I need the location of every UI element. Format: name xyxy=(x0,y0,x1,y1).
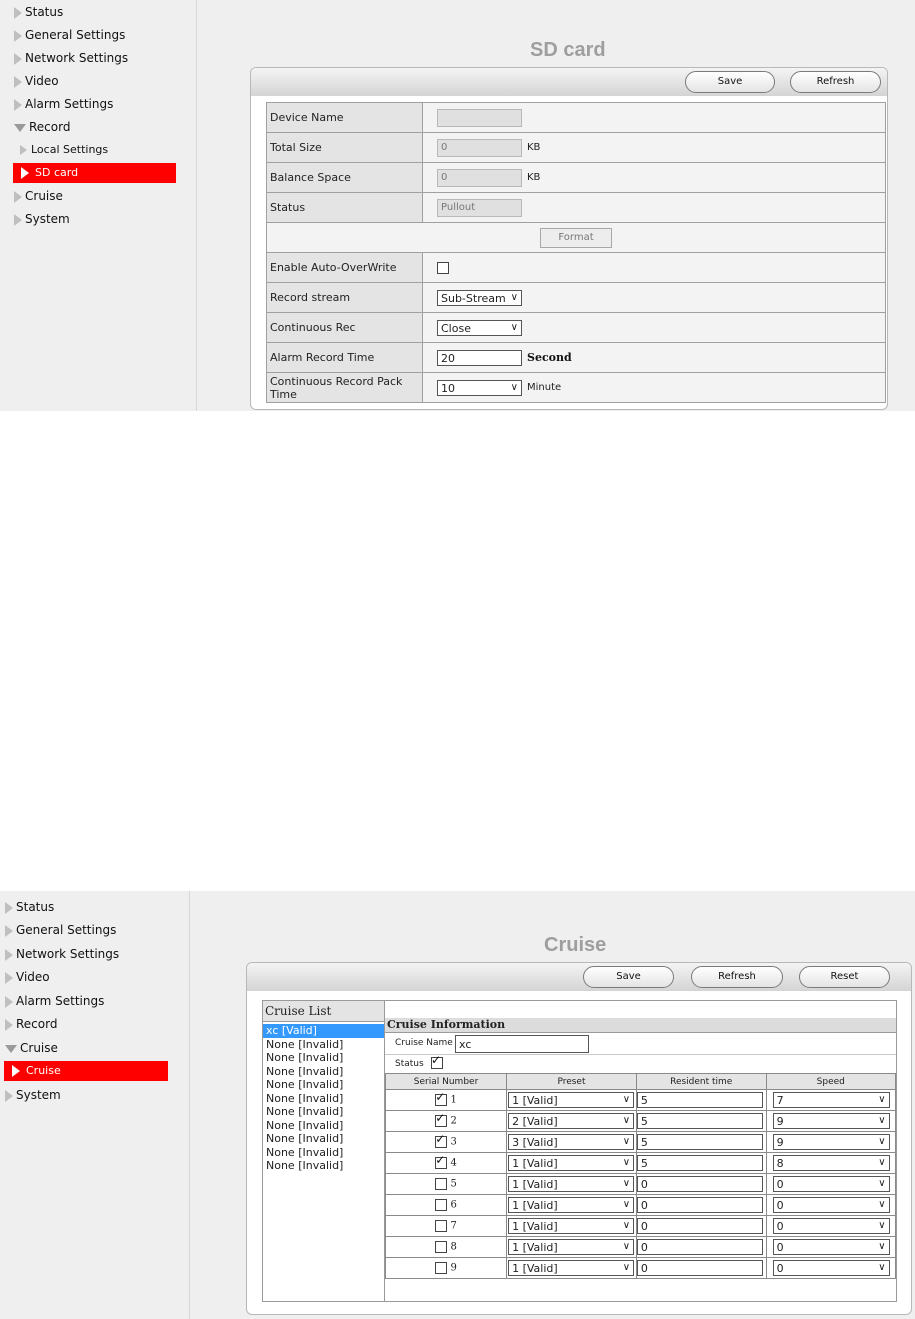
cruise-name-input[interactable]: xc xyxy=(455,1035,589,1053)
form-row-alarm-record-time xyxy=(267,343,886,373)
sidebar-item-video[interactable] xyxy=(5,967,50,987)
resident-cell xyxy=(636,1153,766,1174)
status-checkbox[interactable] xyxy=(431,1057,443,1069)
record-stream-select[interactable]: Sub-Stream ∨ xyxy=(437,290,522,306)
balance-space-field: 0 xyxy=(437,169,522,187)
chevron-down-icon: ∨ xyxy=(622,1220,631,1231)
table-row xyxy=(386,1237,896,1258)
total-size-label: Total Size xyxy=(267,133,423,163)
auto-overwrite-label: Enable Auto-OverWrite xyxy=(267,253,423,283)
sidebar-item-system[interactable] xyxy=(5,1085,61,1105)
list-item[interactable]: xc [Valid] xyxy=(263,1024,384,1038)
triangle-down-icon xyxy=(5,1045,17,1053)
speed-select[interactable]: 0 ∨ xyxy=(773,1197,890,1213)
form-row-record-stream xyxy=(267,283,886,313)
record-stream-label: Record stream xyxy=(267,283,423,313)
cruise-information xyxy=(384,1000,897,1302)
preset-cell xyxy=(507,1132,637,1153)
list-item[interactable]: None [Invalid] xyxy=(266,1132,344,1145)
serial-checkbox[interactable] xyxy=(435,1220,447,1232)
table-row xyxy=(386,1216,896,1237)
sidebar-nav xyxy=(0,0,197,411)
triangle-right-icon xyxy=(5,996,13,1008)
preset-select[interactable]: 1 [Valid] ∨ xyxy=(508,1155,634,1171)
triangle-right-icon xyxy=(5,902,13,914)
page-title: SD card xyxy=(530,39,606,61)
serial-checkbox[interactable] xyxy=(435,1136,447,1148)
sidebar-item-label: Network Settings xyxy=(16,947,120,961)
chevron-down-icon: ∨ xyxy=(878,1115,886,1126)
alarm-record-time-label: Alarm Record Time xyxy=(267,343,423,373)
serial-cell xyxy=(386,1111,507,1132)
sidebar-item-label: Alarm Settings xyxy=(25,97,114,111)
chevron-down-icon: ∨ xyxy=(878,1136,886,1147)
sidebar-item-alarm-settings[interactable] xyxy=(14,94,113,114)
serial-checkbox[interactable] xyxy=(435,1262,447,1274)
chevron-down-icon: ∨ xyxy=(622,1094,631,1105)
chevron-down-icon: ∨ xyxy=(878,1178,886,1189)
list-item[interactable]: None [Invalid] xyxy=(266,1037,344,1051)
chevron-down-icon: ∨ xyxy=(510,321,518,333)
resident-cell xyxy=(636,1111,766,1132)
chevron-down-icon: ∨ xyxy=(878,1262,886,1273)
form-row-status xyxy=(267,193,886,223)
serial-number: 4 xyxy=(450,1157,457,1169)
alarm-record-time-input[interactable]: 20 xyxy=(437,350,522,366)
triangle-right-icon xyxy=(14,30,22,42)
speed-cell xyxy=(766,1174,895,1195)
form-row-format xyxy=(267,223,886,253)
preset-cell xyxy=(507,1216,637,1237)
sidebar-item-alarm-settings[interactable] xyxy=(5,991,104,1011)
list-item[interactable]: None [Invalid] xyxy=(266,1159,344,1172)
serial-number: 6 xyxy=(450,1199,457,1211)
triangle-right-icon xyxy=(5,1090,13,1102)
resident-time-input[interactable]: 0 xyxy=(637,1260,763,1276)
sidebar-item-label: Record xyxy=(16,1017,58,1031)
chevron-down-icon: ∨ xyxy=(878,1199,886,1210)
form-row-continuous-rec xyxy=(267,313,886,343)
cruise-information-title: Cruise Information xyxy=(385,1018,896,1033)
triangle-down-icon xyxy=(14,124,26,132)
list-item[interactable]: None [Invalid] xyxy=(266,1145,344,1159)
sidebar-subitem-local-settings[interactable] xyxy=(20,140,108,160)
sidebar-subitem-cruise[interactable] xyxy=(4,1061,168,1081)
chevron-down-icon: ∨ xyxy=(622,1178,631,1189)
form-row-total-size xyxy=(267,133,886,163)
serial-cell xyxy=(386,1153,507,1174)
sidebar-item-label: Network Settings xyxy=(25,51,129,65)
speed-cell xyxy=(766,1090,895,1111)
sidebar-item-label: Video xyxy=(16,970,50,984)
save-button[interactable]: Save xyxy=(685,71,775,93)
reset-button[interactable]: Reset xyxy=(799,966,890,988)
pack-time-select[interactable]: 10 ∨ xyxy=(437,380,522,396)
resident-cell xyxy=(636,1216,766,1237)
triangle-right-icon xyxy=(5,1019,13,1031)
cruise-name-row xyxy=(385,1034,896,1055)
list-item[interactable]: None [Invalid] xyxy=(266,1105,344,1118)
sidebar-item-network-settings[interactable] xyxy=(5,944,119,964)
sidebar-item-record[interactable] xyxy=(5,1014,57,1034)
serial-checkbox[interactable] xyxy=(435,1178,447,1190)
preset-select[interactable]: 1 [Valid] ∨ xyxy=(508,1176,634,1192)
serial-number: 7 xyxy=(450,1220,457,1232)
resident-time-input[interactable]: 5 xyxy=(637,1155,763,1171)
list-item[interactable]: None [Invalid] xyxy=(266,1051,344,1064)
triangle-right-icon xyxy=(5,949,13,961)
triangle-right-icon xyxy=(14,76,22,88)
total-size-unit: KB xyxy=(527,142,541,153)
sidebar-item-network-settings[interactable] xyxy=(14,48,128,68)
page-title: Cruise xyxy=(544,934,607,956)
speed-cell xyxy=(766,1153,895,1174)
resident-time-input[interactable]: 5 xyxy=(637,1113,763,1129)
refresh-button[interactable]: Refresh xyxy=(691,966,783,988)
sidebar-item-label: Cruise xyxy=(26,1064,61,1077)
continuous-rec-select[interactable]: Close ∨ xyxy=(437,320,522,336)
triangle-right-icon xyxy=(12,1065,20,1077)
sidebar-item-label: General Settings xyxy=(16,923,117,937)
resident-cell xyxy=(636,1090,766,1111)
sidebar-item-label: System xyxy=(25,212,70,226)
serial-cell xyxy=(386,1090,507,1111)
speed-cell xyxy=(766,1132,895,1153)
status-label: Status xyxy=(395,1059,424,1069)
cruise-points-table xyxy=(385,1073,896,1279)
alarm-record-time-unit: Second xyxy=(527,351,572,364)
pack-time-unit: Minute xyxy=(527,382,562,393)
chevron-down-icon: ∨ xyxy=(510,291,518,303)
preset-select[interactable]: 1 [Valid] ∨ xyxy=(508,1197,634,1213)
form-row-balance-space xyxy=(267,163,886,193)
resident-time-input[interactable]: 5 xyxy=(637,1092,763,1108)
resident-cell xyxy=(636,1132,766,1153)
serial-checkbox[interactable] xyxy=(435,1199,447,1211)
serial-checkbox[interactable] xyxy=(435,1241,447,1253)
preset-cell xyxy=(507,1174,637,1195)
serial-checkbox[interactable] xyxy=(435,1157,447,1169)
preset-cell xyxy=(507,1153,637,1174)
form-row-device-name xyxy=(267,103,886,133)
serial-cell xyxy=(386,1132,507,1153)
sidebar-item-label: Status xyxy=(16,900,55,914)
triangle-right-icon xyxy=(14,99,22,111)
resident-time-input[interactable]: 0 xyxy=(637,1239,763,1255)
sidebar-item-general-settings[interactable] xyxy=(5,920,116,940)
chevron-down-icon: ∨ xyxy=(878,1241,886,1252)
preset-cell xyxy=(507,1090,637,1111)
column-header: Resident time xyxy=(636,1074,766,1090)
resident-time-input[interactable]: 0 xyxy=(637,1218,763,1234)
triangle-right-icon xyxy=(5,972,13,984)
total-size-field: 0 xyxy=(437,139,522,157)
list-item[interactable]: None [Invalid] xyxy=(266,1091,344,1105)
triangle-right-icon xyxy=(14,53,22,65)
cruise-list-items xyxy=(263,1022,384,1173)
speed-select[interactable]: 9 ∨ xyxy=(773,1113,890,1129)
serial-number: 5 xyxy=(450,1178,457,1190)
serial-cell xyxy=(386,1258,507,1279)
speed-select[interactable]: 0 ∨ xyxy=(773,1239,890,1255)
table-row xyxy=(386,1111,896,1132)
preset-select[interactable]: 1 [Valid] ∨ xyxy=(508,1260,634,1276)
preset-select[interactable]: 1 [Valid] ∨ xyxy=(508,1092,634,1108)
sidebar-item-general-settings[interactable] xyxy=(14,25,125,45)
balance-space-unit: KB xyxy=(527,172,541,183)
sd-card-screen xyxy=(0,0,915,411)
sidebar-item-label: System xyxy=(16,1088,61,1102)
cruise-name-label: Cruise Name xyxy=(395,1038,453,1048)
status-row xyxy=(385,1055,896,1072)
serial-number: 3 xyxy=(450,1136,457,1148)
preset-cell xyxy=(507,1111,637,1132)
serial-checkbox[interactable] xyxy=(435,1094,447,1106)
continuous-rec-label: Continuous Rec xyxy=(267,313,423,343)
sidebar-item-label: Status xyxy=(25,5,64,19)
sidebar-nav xyxy=(0,891,190,1319)
serial-cell xyxy=(386,1237,507,1258)
table-row xyxy=(386,1258,896,1279)
chevron-down-icon: ∨ xyxy=(622,1157,631,1168)
speed-select[interactable]: 0 ∨ xyxy=(773,1260,890,1276)
sidebar-item-label: General Settings xyxy=(25,28,126,42)
status-field: Pullout xyxy=(437,199,522,217)
sidebar-item-label: Cruise xyxy=(25,189,63,203)
status-label: Status xyxy=(267,193,423,223)
sidebar-item-label: Video xyxy=(25,74,59,88)
sd-card-form xyxy=(266,102,886,403)
balance-space-label: Balance Space xyxy=(267,163,423,193)
speed-select[interactable]: 8 ∨ xyxy=(773,1155,890,1171)
chevron-down-icon: ∨ xyxy=(510,381,518,393)
sidebar-item-label: Cruise xyxy=(20,1041,58,1055)
serial-number: 2 xyxy=(450,1115,457,1127)
cruise-screen xyxy=(0,891,915,1319)
triangle-right-icon xyxy=(14,7,22,19)
table-row xyxy=(386,1174,896,1195)
sidebar-item-status[interactable] xyxy=(14,2,63,22)
sidebar-item-system[interactable] xyxy=(14,209,70,229)
preset-cell xyxy=(507,1195,637,1216)
preset-select[interactable]: 1 [Valid] ∨ xyxy=(508,1218,634,1234)
resident-cell xyxy=(636,1174,766,1195)
preset-cell xyxy=(507,1237,637,1258)
serial-number: 9 xyxy=(450,1262,457,1274)
sidebar-item-label: SD card xyxy=(35,166,79,179)
sidebar-subitem-sd-card[interactable] xyxy=(13,163,176,183)
speed-cell xyxy=(766,1111,895,1132)
preset-select[interactable]: 1 [Valid] ∨ xyxy=(508,1239,634,1255)
list-item[interactable]: None [Invalid] xyxy=(266,1118,344,1132)
speed-cell xyxy=(766,1216,895,1237)
resident-time-input[interactable]: 0 xyxy=(637,1176,763,1192)
resident-time-input[interactable]: 5 xyxy=(637,1134,763,1150)
chevron-down-icon: ∨ xyxy=(622,1115,631,1126)
pack-time-label: Continuous Record Pack Time xyxy=(267,373,423,403)
chevron-down-icon: ∨ xyxy=(622,1136,631,1147)
speed-cell xyxy=(766,1195,895,1216)
form-row-auto-overwrite xyxy=(267,253,886,283)
toolbar xyxy=(247,963,911,991)
serial-checkbox[interactable] xyxy=(435,1115,447,1127)
device-name-label: Device Name xyxy=(267,103,423,133)
serial-number: 1 xyxy=(450,1094,457,1106)
chevron-down-icon: ∨ xyxy=(622,1241,631,1252)
form-row-pack-time xyxy=(267,373,886,403)
column-header: Serial Number xyxy=(386,1074,507,1090)
speed-select[interactable]: 9 ∨ xyxy=(773,1134,890,1150)
triangle-right-icon xyxy=(14,214,22,226)
save-button[interactable]: Save xyxy=(583,966,674,988)
chevron-down-icon: ∨ xyxy=(622,1199,631,1210)
resident-cell xyxy=(636,1195,766,1216)
cruise-frame xyxy=(246,962,912,1315)
resident-cell xyxy=(636,1258,766,1279)
resident-time-input[interactable]: 0 xyxy=(637,1197,763,1213)
refresh-button[interactable]: Refresh xyxy=(790,71,881,93)
sidebar-item-record[interactable] xyxy=(14,117,70,137)
toolbar xyxy=(251,68,887,96)
serial-cell xyxy=(386,1174,507,1195)
column-header: Speed xyxy=(766,1074,895,1090)
chevron-down-icon: ∨ xyxy=(878,1094,886,1105)
column-header: Preset xyxy=(507,1074,637,1090)
sidebar-item-label: Alarm Settings xyxy=(16,994,105,1008)
serial-cell xyxy=(386,1195,507,1216)
table-row xyxy=(386,1195,896,1216)
cruise-points-body xyxy=(386,1090,896,1279)
serial-number: 8 xyxy=(450,1241,457,1253)
auto-overwrite-checkbox[interactable] xyxy=(437,262,449,274)
speed-select[interactable]: 0 ∨ xyxy=(773,1218,890,1234)
chevron-down-icon: ∨ xyxy=(878,1220,886,1231)
preset-select[interactable]: 2 [Valid] ∨ xyxy=(508,1113,634,1129)
device-name-field xyxy=(437,109,522,127)
cruise-list xyxy=(262,1000,385,1302)
speed-select[interactable]: 7 ∨ xyxy=(773,1092,890,1108)
sidebar-item-cruise[interactable] xyxy=(5,1038,58,1058)
sidebar-item-video[interactable] xyxy=(14,71,59,91)
speed-cell xyxy=(766,1237,895,1258)
chevron-down-icon: ∨ xyxy=(622,1262,631,1273)
sidebar-item-label: Local Settings xyxy=(31,143,109,156)
speed-select[interactable]: 0 ∨ xyxy=(773,1176,890,1192)
triangle-right-icon xyxy=(14,191,22,203)
cruise-list-title: Cruise List xyxy=(263,1001,384,1022)
sidebar-item-label: Record xyxy=(29,120,71,134)
list-item[interactable]: None [Invalid] xyxy=(266,1064,344,1078)
triangle-right-icon xyxy=(21,167,29,179)
triangle-right-icon xyxy=(5,925,13,937)
table-row xyxy=(386,1132,896,1153)
preset-select[interactable]: 3 [Valid] ∨ xyxy=(508,1134,634,1150)
table-row xyxy=(386,1090,896,1111)
chevron-down-icon: ∨ xyxy=(878,1157,886,1168)
table-header-row xyxy=(386,1074,896,1090)
speed-cell xyxy=(766,1258,895,1279)
sidebar-item-status[interactable] xyxy=(5,897,54,917)
resident-cell xyxy=(636,1237,766,1258)
preset-cell xyxy=(507,1258,637,1279)
format-button[interactable]: Format xyxy=(540,228,612,248)
triangle-right-icon xyxy=(20,145,27,155)
sd-card-frame xyxy=(250,67,888,410)
table-row xyxy=(386,1153,896,1174)
serial-cell xyxy=(386,1216,507,1237)
sidebar-item-cruise[interactable] xyxy=(14,186,63,206)
list-item[interactable]: None [Invalid] xyxy=(266,1078,344,1091)
